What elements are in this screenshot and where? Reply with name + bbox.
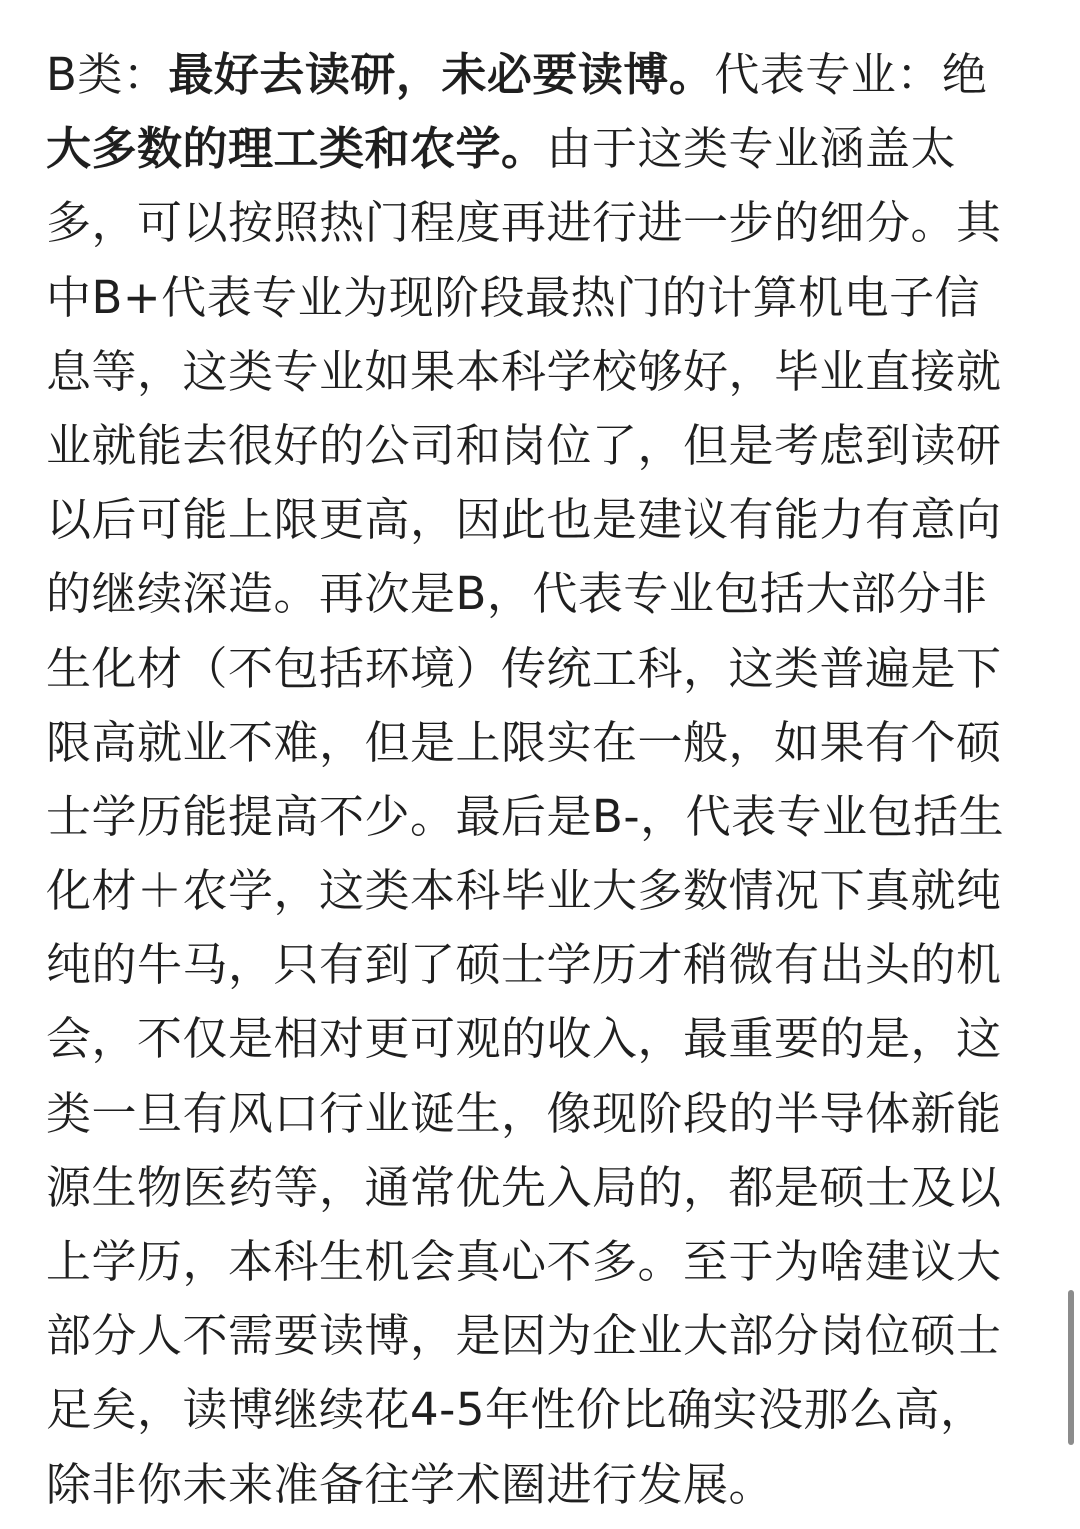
category-label: B类： bbox=[46, 48, 169, 101]
text-line-12: 化材＋农学，这类本科毕业大多数情况下真就纯 bbox=[46, 864, 1002, 918]
text-line-17: 上学历，本科生机会真心不多。至于为啥建议大 bbox=[46, 1235, 1002, 1288]
text-line-15: 类一旦有风口行业诞生，像现阶段的半导体新能 bbox=[46, 1086, 1002, 1140]
text-line-7: 以后可能上限更高，因此也是建议有能力有意向 bbox=[46, 493, 1002, 547]
line-text: 代表专业：绝 bbox=[714, 48, 988, 101]
text-line-2 bbox=[46, 112, 1046, 186]
text-line-4: 中B+代表专业为现阶段最热门的计算机电子信 bbox=[46, 270, 981, 324]
text-line-6: 业就能去很好的公司和岗位了，但是考虑到读研 bbox=[46, 418, 1002, 472]
text-line-1 bbox=[46, 38, 1046, 112]
article-body bbox=[46, 38, 1046, 1522]
bold-heading: 最好去读研，未必要读博。 bbox=[168, 48, 715, 101]
text-line-13: 纯的牛马，只有到了硕士学历才稍微有出头的机 bbox=[46, 938, 1002, 992]
vertical-scrollbar-thumb[interactable] bbox=[1068, 1290, 1074, 1445]
text-line-16: 源生物医药等，通常优先入局的，都是硕士及以 bbox=[46, 1160, 1002, 1214]
text-line-18: 部分人不需要读博，是因为企业大部分岗位硕士 bbox=[46, 1309, 1002, 1363]
bold-heading-cont: 大多数的理工类和农学。 bbox=[46, 122, 547, 176]
text-line-11: 士学历能提高不少。最后是B-，代表专业包括生 bbox=[46, 789, 1005, 843]
text-line-10: 限高就业不难，但是上限实在一般，如果有个硕 bbox=[46, 715, 1002, 769]
text-line-14: 会，不仅是相对更可观的收入，最重要的是，这 bbox=[46, 1012, 1002, 1066]
text-line-8: 的继续深造。再次是B，代表专业包括大部分非 bbox=[46, 567, 988, 621]
text-line-9: 生化材（不包括环境）传统工科，这类普遍是下 bbox=[46, 641, 1002, 695]
line-text: 由于这类专业涵盖太 bbox=[546, 122, 957, 176]
text-line-20: 除非你未来准备往学术圈进行发展。 bbox=[46, 1457, 775, 1511]
text-line-5: 息等，这类专业如果本科学校够好，毕业直接就 bbox=[46, 344, 1002, 398]
text-line-19: 足矣，读博继续花4-5年性价比确实没那么高， bbox=[46, 1383, 986, 1437]
text-line-3: 多，可以按照热门程度再进行进一步的细分。其 bbox=[46, 196, 1002, 250]
